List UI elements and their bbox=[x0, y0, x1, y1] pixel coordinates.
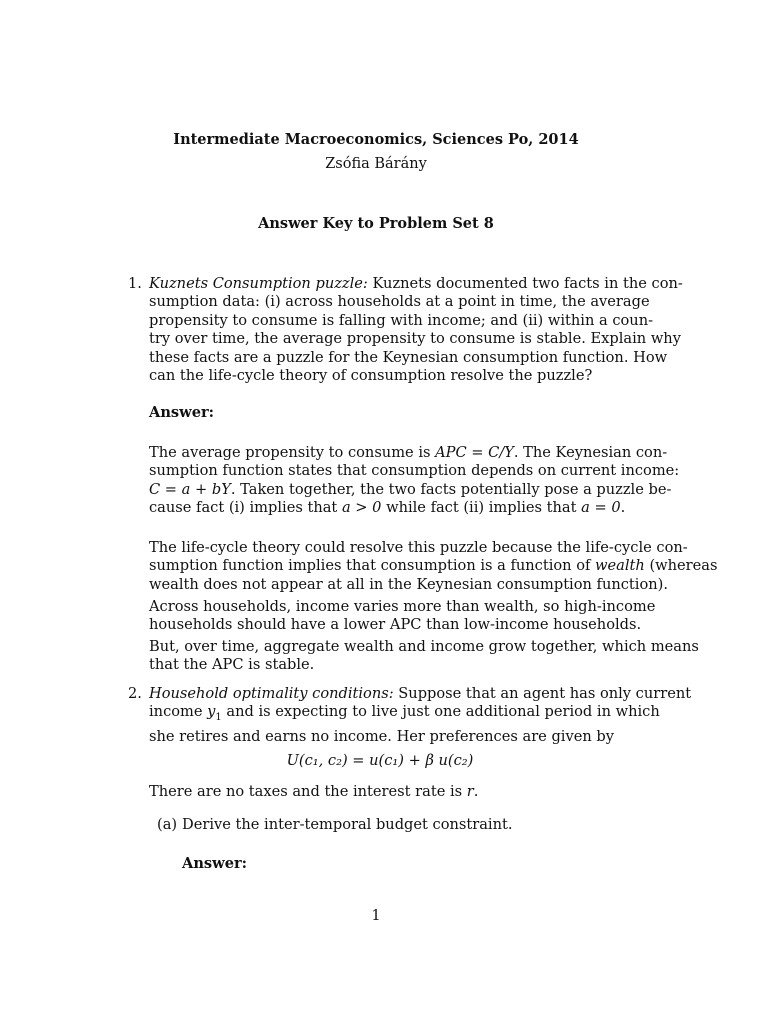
course-title: Intermediate Macroeconomics, Sciences Po, 2014 bbox=[173, 131, 579, 148]
part-a-label: (a) bbox=[157, 816, 178, 833]
apc-paragraph: The average propensity to consume is APC = C/Y. The Keynesian con- sumption function states that consumption depends on current income: C = a + bY. Taken together, the two facts potentially pose a puzzle be- cause fact (i) implies that a > 0 while fact (ii) implies that a = 0. bbox=[149, 444, 680, 517]
interest-rate-sentence: There are no taxes and the interest rate is r. bbox=[149, 783, 479, 800]
across-households-paragraph: Across households, income varies more than wealth, so high-income households should have a lower APC than low-income households. bbox=[149, 598, 656, 634]
question-1-answer-label: Answer: bbox=[149, 404, 215, 421]
part-a-text: Derive the inter-temporal budget constraint. bbox=[182, 816, 513, 833]
question-1-line: these facts are a puzzle for the Keynesian consumption function. How bbox=[149, 348, 668, 366]
question-1-number: 1. bbox=[128, 275, 142, 292]
question-2-prompt: Household optimality conditions: Suppose that an agent has only current income $y_1$ and is expecting to live just one additional period in which she retires and earns no income. Her preferences are given by bbox=[149, 685, 692, 745]
question-2-answer-label: Answer: bbox=[182, 855, 248, 872]
over-time-paragraph: But, over time, aggregate wealth and income grow together, which means that the APC is stable. bbox=[149, 638, 699, 674]
question-1-line: sumption data: (i) across households at a point in time, the average bbox=[149, 293, 650, 311]
question-1-line: try over time, the average propensity to consume is stable. Explain why bbox=[149, 330, 681, 348]
page-number: 1 bbox=[371, 907, 381, 924]
author-name: Zsófia Bárány bbox=[325, 156, 427, 172]
utility-equation: U(c₁, c₂) = u(c₁) + β u(c₂) bbox=[286, 752, 474, 769]
life-cycle-paragraph: The life-cycle theory could resolve this puzzle because the life-cycle con- sumption function implies that consumption is a function of wealth (whereas wealth does not appear at all in the Keynesian consumption function). bbox=[149, 539, 718, 593]
question-2-title: Household optimality conditions: bbox=[149, 685, 394, 702]
question-1-line: propensity to consume is falling with income; and (ii) within a coun- bbox=[149, 311, 654, 329]
document-title: Answer Key to Problem Set 8 bbox=[258, 215, 494, 232]
question-1-line: can the life-cycle theory of consumption resolve the puzzle? bbox=[149, 367, 593, 385]
question-1-prompt: Kuznets Consumption puzzle: Kuznets documented two facts in the con- sumption data: (i) across households at a point in time, the average propensity to consume is falling with income; and (ii) within a coun- try over time, the average propensity to consume is stable. Explain why these facts are a puzzle for the Keynesian consumption function. How can the life-cycle theory of consumption resolve the puzzle? bbox=[149, 275, 683, 385]
question-2-number: 2. bbox=[128, 685, 142, 702]
question-1-title: Kuznets Consumption puzzle: bbox=[149, 275, 368, 292]
